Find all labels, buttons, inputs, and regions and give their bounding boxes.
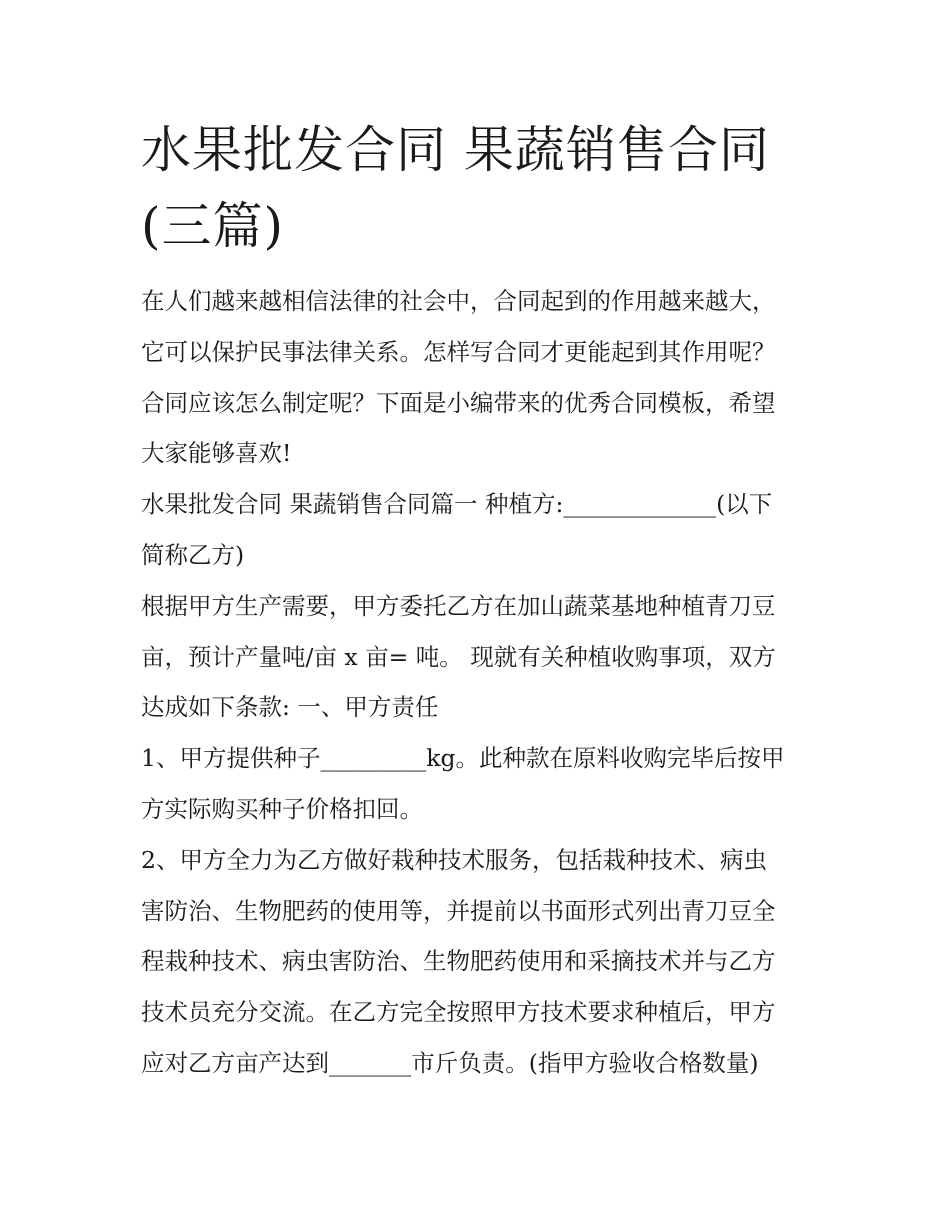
text-line: 技术员充分交流。在乙方完全按照甲方技术要求种植后，甲方: [141, 998, 776, 1027]
text-line: 合同应该怎么制定呢？下面是小编带来的优秀合同模板，希望: [141, 388, 776, 417]
text-line: 程栽种技术、病虫害防治、生物肥药使用和采摘技术并与乙方: [141, 947, 776, 976]
text-line: 应对乙方亩产达到_______市斤负责。(指甲方验收合格数量): [141, 1048, 759, 1077]
text-line: 亩，预计产量吨/亩 x 亩= 吨。 现就有关种植收购事项，双方: [141, 642, 776, 671]
text-line: 它可以保护民事法律关系。怎样写合同才更能起到其作用呢？: [141, 337, 776, 366]
intro-paragraph: [141, 276, 821, 479]
title-line-2: (三篇): [141, 197, 285, 255]
text-line: 达成如下条款: 一、甲方责任: [141, 693, 439, 722]
clause-1-paragraph: [141, 733, 821, 835]
preamble-paragraph: [141, 581, 821, 733]
text-line: 方实际购买种子价格扣回。: [141, 794, 423, 823]
text-line: 害防治、生物肥药的使用等，并提前以书面形式列出青刀豆全: [141, 896, 776, 925]
document-title: [141, 112, 821, 264]
title-line-1: 水果批发合同 果蔬销售合同: [141, 121, 770, 179]
document-page: [141, 112, 821, 1089]
text-line: 根据甲方生产需要，甲方委托乙方在加山蔬菜基地种植青刀豆: [141, 591, 776, 620]
text-line: 在人们越来越相信法律的社会中，合同起到的作用越来越大，: [141, 287, 776, 315]
text-line: 简称乙方): [141, 540, 245, 569]
text-line: 大家能够喜欢!: [141, 439, 292, 468]
text-line: 水果批发合同 果蔬销售合同篇一 种植方:_____________(以下: [141, 490, 773, 519]
text-line: 2、甲方全力为乙方做好栽种技术服务，包括栽种技术、病虫: [141, 845, 767, 874]
contract-header-paragraph: [141, 479, 821, 581]
clause-2-paragraph: [141, 835, 821, 1089]
text-line: 1、甲方提供种子_________kg。此种款在原料收购完毕后按甲: [141, 744, 785, 773]
